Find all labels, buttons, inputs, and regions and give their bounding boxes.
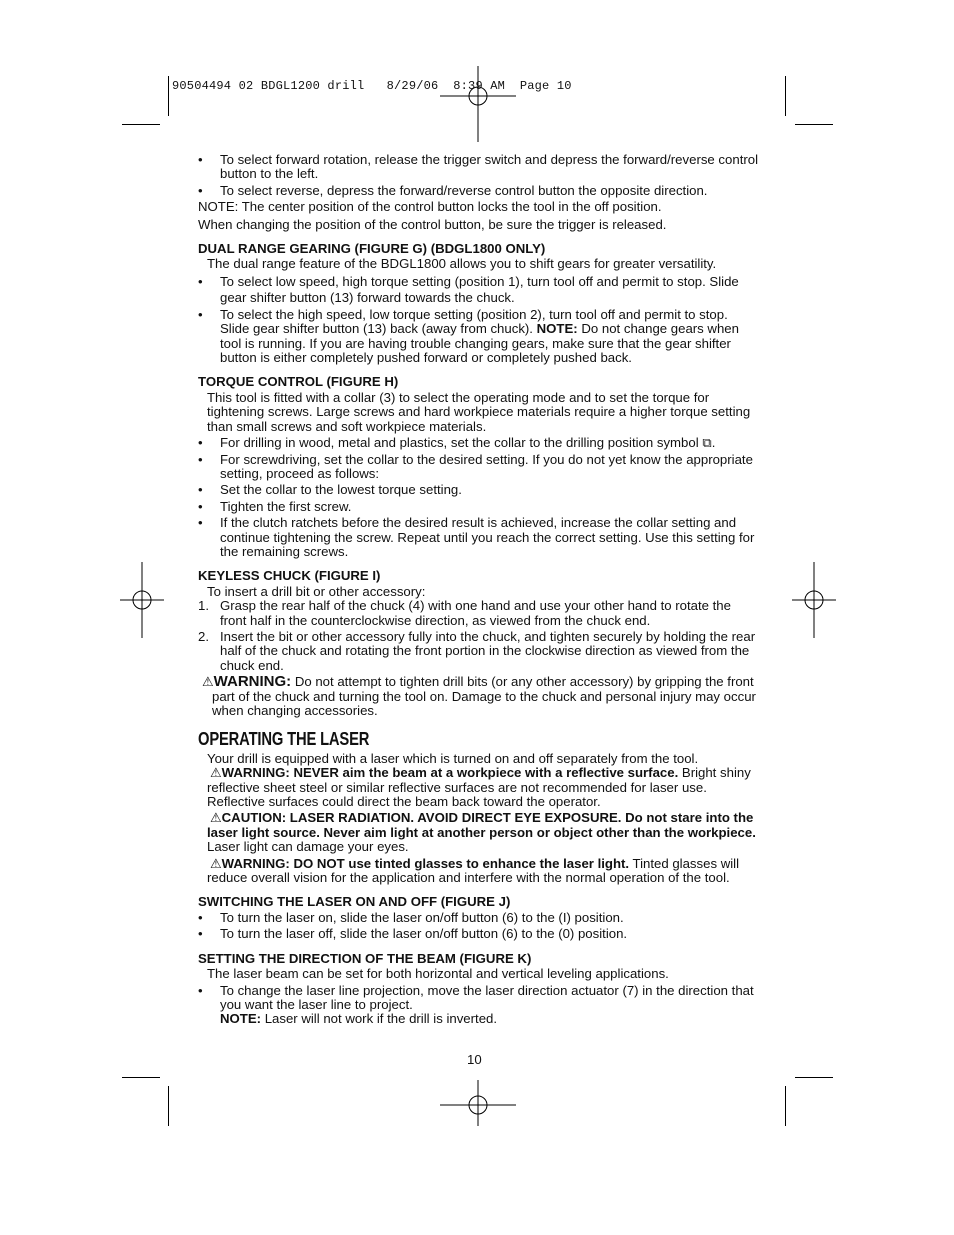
page-number: 10: [467, 1052, 482, 1067]
laser-caution-radiation: ⚠CAUTION: LASER RADIATION. AVOID DIRECT EYE EXPOSURE. Do not stare into the laser light source. Never aim light at another person or object other than the workpiece. Laser light can damage your eyes.: [207, 810, 756, 855]
bullet-reverse: • To select reverse, depress the forward/reverse control button the opposite direction.: [198, 182, 708, 198]
registration-mark-left: [120, 562, 164, 638]
laser-warning-tinted: ⚠WARNING: DO NOT use tinted glasses to enhance the laser light. Tinted glasses will reduce overall vision for the application and interfere with the normal operation of the tool.: [207, 855, 740, 886]
step-1: 1. Grasp the rear half of the chuck (4) with one hand and use your other hand to rotate the front half in the counterclockwise direction, as viewed from the chuck end.: [198, 598, 731, 628]
bullet-dot: •: [198, 515, 203, 531]
bullet-tighten: • Tighten the first screw.: [198, 498, 352, 514]
crop-mark-bottom-left-h: [122, 1077, 160, 1078]
bullet-lowest-torque: • Set the collar to the lowest torque setting.: [198, 482, 462, 498]
page-content: [198, 153, 758, 1029]
bullet-high-speed: • To select the high speed, low torque setting (position 2), turn tool off and permit to stop. Slide gear shifter button (13) back (away from chuck). NOTE: Do not change gears when tool is running. If you are having trouble changing gears, make sure that the gear shifter button is either completely pushed forward or completely pushed back.: [198, 306, 739, 366]
warning-triangle-icon: ⚠: [210, 810, 222, 826]
heading-dual-range: DUAL RANGE GEARING (FIGURE G) (BDGL1800 ONLY): [198, 241, 546, 257]
bullet-laser-projection: • To change the laser line projection, move the laser direction actuator (7) in the direction that you want the laser line to project. NOTE: Laser will not work if the drill is inverted.: [198, 982, 754, 1027]
bullet-dot: •: [198, 435, 203, 451]
bullet-forward: • To select forward rotation, release the trigger switch and depress the forward/reverse control button to the left.: [198, 152, 759, 182]
bullet-laser-on: • To turn the laser on, slide the laser on/off button (6) to the (I) position.: [198, 909, 624, 925]
bullet-dot: •: [198, 273, 203, 289]
bullet-dot: •: [198, 482, 203, 498]
note-center-position: NOTE: The center position of the control button locks the tool in the off position.: [198, 199, 662, 215]
crop-mark-top-right-h: [795, 124, 833, 125]
torque-intro: This tool is fitted with a collar (3) to select the operating mode and to set the torque for tightening screws. Large screws and hard workpiece materials require a higher torque setting than small screws and soft workpiece materials.: [207, 389, 751, 434]
laser-warning-reflective: ⚠WARNING: NEVER aim the beam at a workpiece with a reflective surface. Bright shiny reflective sheet steel or similar reflective surfaces are not recommended for laser use. Reflective surfaces could direct the beam back toward the operator.: [207, 765, 751, 810]
warning-triangle-icon: ⚠: [210, 765, 222, 781]
registration-mark-top: [440, 66, 516, 142]
heading-keyless-chuck: KEYLESS CHUCK (FIGURE I): [198, 568, 381, 584]
heading-beam-direction: SETTING THE DIRECTION OF THE BEAM (FIGURE K): [198, 950, 532, 966]
warning-triangle-icon: ⚠: [202, 674, 214, 690]
bullet-dot: •: [198, 152, 203, 167]
step-number: 2.: [198, 628, 209, 644]
registration-mark-bottom: [440, 1080, 516, 1126]
beam-intro: The laser beam can be set for both horizontal and vertical leveling applications.: [207, 966, 669, 982]
bullet-laser-off: • To turn the laser off, slide the laser on/off button (6) to the (0) position.: [198, 926, 628, 942]
bullet-dot: •: [198, 451, 203, 467]
bullet-dot: •: [198, 182, 203, 198]
registration-mark-right: [792, 562, 836, 638]
bullet-dot: •: [198, 926, 203, 942]
print-slug: 90504494 02 BDGL1200 drill 8/29/06 8:39 AM Page 10: [172, 79, 572, 93]
chuck-intro: To insert a drill bit or other accessory:: [207, 583, 426, 599]
bullet-dot: •: [198, 498, 203, 514]
warning-triangle-icon: ⚠: [210, 855, 222, 871]
bullet-low-speed: • To select low speed, high torque setting (position 1), turn tool off and permit to stop. Slide gear shifter button (13) forward towards the chuck.: [198, 273, 739, 305]
crop-mark-bottom-left-v: [168, 1086, 169, 1126]
bullet-clutch: • If the clutch ratchets before the desired result is achieved, increase the collar setting and continue tightening the screw. Repeat until you reach the correct setting. Use this setting for the remaining screws.: [198, 515, 755, 559]
crop-mark-top-left-v: [168, 76, 169, 116]
drill-symbol-icon: ⧉: [702, 435, 712, 451]
bullet-screwdriving: • For screwdriving, set the collar to the desired setting. If you do not yet know the appropriate setting, proceed as follows:: [198, 451, 753, 481]
crop-mark-top-left-h: [122, 124, 160, 125]
bullet-dot: •: [198, 306, 203, 322]
bullet-dot: •: [198, 909, 203, 925]
heading-operating-laser: OPERATING THE LASER: [198, 729, 370, 750]
chuck-warning: ⚠WARNING: Do not attempt to tighten drill bits (or any other accessory) by gripping the front part of the chuck and turning the tool on. Damage to the chuck and personal injury may occur when changing accessories.: [202, 673, 756, 718]
trigger-note: When changing the position of the control button, be sure the trigger is released.: [198, 216, 667, 232]
bullet-dot: •: [198, 982, 203, 998]
step-2: 2. Insert the bit or other accessory fully into the chuck, and tighten securely by holding the rear half of the chuck and rotating the front portion in the clockwise direction as viewed from the chuck end.: [198, 628, 756, 673]
heading-switching-laser: SWITCHING THE LASER ON AND OFF (FIGURE J): [198, 894, 511, 910]
crop-mark-bottom-right-v: [785, 1086, 786, 1126]
crop-mark-bottom-right-h: [795, 1077, 833, 1078]
laser-intro: Your drill is equipped with a laser which is turned on and off separately from the tool.: [207, 750, 699, 766]
bullet-drilling: • For drilling in wood, metal and plastics, set the collar to the drilling position symbol ⧉.: [198, 435, 716, 451]
step-number: 1.: [198, 598, 209, 614]
heading-torque: TORQUE CONTROL (FIGURE H): [198, 374, 399, 390]
crop-mark-top-right-v: [785, 76, 786, 116]
dual-range-intro: The dual range feature of the BDGL1800 allows you to shift gears for greater versatility.: [207, 256, 717, 272]
